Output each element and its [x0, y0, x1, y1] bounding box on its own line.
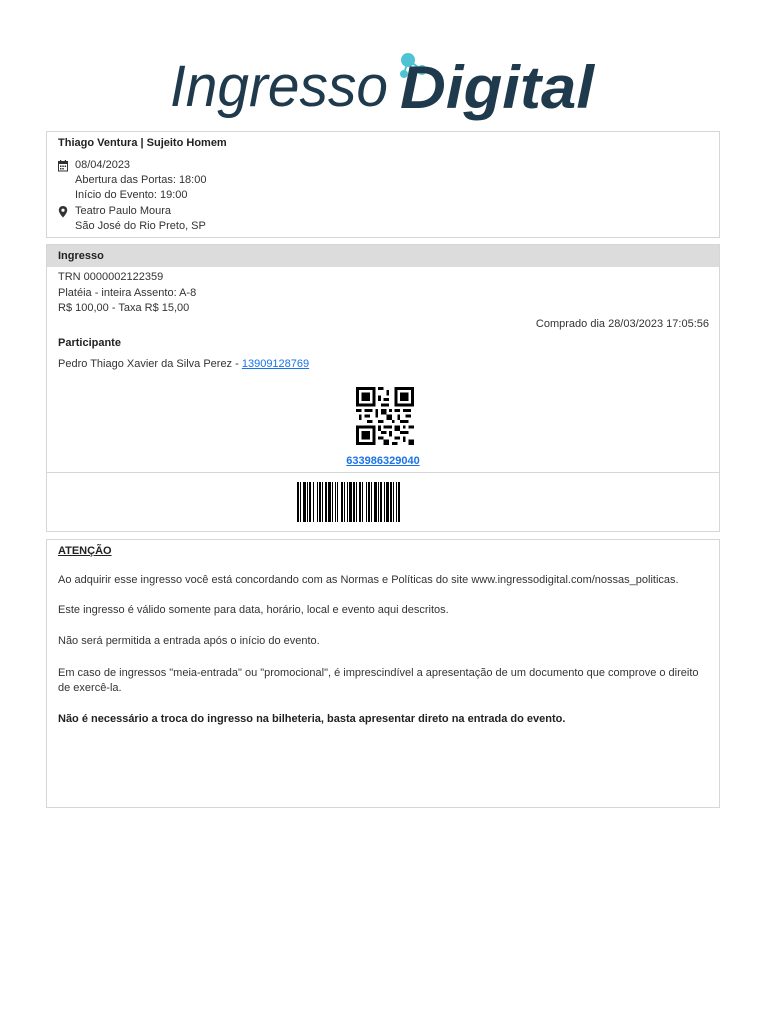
- barcode-bar: [307, 482, 308, 522]
- barcode-bar: [325, 482, 327, 522]
- participant-id-link[interactable]: 13909128769: [241, 358, 310, 370]
- attention-title: ATENÇÃO: [58, 545, 112, 557]
- attention-paragraph-validity: Este ingresso é válido somente para data, horário, local e evento aqui descritos.: [58, 604, 449, 616]
- purchase-date: Comprado dia 28/03/2023 17:05:56: [535, 318, 709, 330]
- barcode-bar: [337, 482, 338, 522]
- participant-name: Pedro Thiago Xavier da Silva Perez -: [58, 358, 242, 370]
- participant-heading: Participante: [58, 337, 121, 349]
- barcode-bar: [335, 482, 336, 522]
- barcode-bar: [309, 482, 311, 522]
- attention-paragraph-entry: Não será permitida a entrada após o início do evento.: [58, 635, 320, 647]
- barcode-bar: [303, 482, 306, 522]
- attention-paragraph-half-price: Em caso de ingressos "meia-entrada" ou "promocional", é imprescindível a apresentação de um documento que comprove o direito de exercê-la.: [58, 667, 699, 694]
- barcode-bar: [317, 482, 318, 522]
- logo-word-digital: Digital: [400, 54, 596, 121]
- calendar-icon: [58, 160, 68, 172]
- barcode-bar: [390, 482, 392, 522]
- barcode-bar: [313, 482, 314, 522]
- barcode-bar: [386, 482, 389, 522]
- ticket-header-label: Ingresso: [58, 250, 104, 262]
- event-start-time: Início do Evento: 19:00: [75, 189, 188, 201]
- ticket-seat: Platéia - inteira Assento: A-8: [58, 287, 197, 299]
- barcode-bar: [362, 482, 363, 522]
- barcode-bar: [349, 482, 352, 522]
- barcode-bar: [398, 482, 400, 522]
- barcode-bar: [384, 482, 385, 522]
- barcode-bar: [368, 482, 370, 522]
- logo-word-ingresso: Ingresso: [170, 54, 388, 119]
- map-pin-icon: [58, 206, 68, 218]
- event-info-box: [46, 131, 720, 238]
- qr-code-number-link[interactable]: 633986329040: [346, 455, 420, 467]
- ticket-trn: TRN 0000002122359: [58, 271, 164, 283]
- attention-paragraph-no-exchange: Não é necessário a troca do ingresso na bilheteria, basta apresentar direto na entrada do evento.: [58, 713, 566, 725]
- event-title: Thiago Ventura | Sujeito Homem: [58, 137, 227, 149]
- barcode-bar: [359, 482, 361, 522]
- barcode-bar: [366, 482, 367, 522]
- barcode: [297, 482, 469, 522]
- barcode-bar: [332, 482, 333, 522]
- barcode-bar: [353, 482, 355, 522]
- participant-line: [58, 358, 309, 370]
- ticket-price: R$ 100,00 - Taxa R$ 15,00: [58, 302, 190, 314]
- barcode-bar: [347, 482, 348, 522]
- event-doors-time: Abertura das Portas: 18:00: [75, 174, 207, 186]
- barcode-bar: [378, 482, 379, 522]
- barcode-bar: [322, 482, 323, 522]
- barcode-bar: [328, 482, 331, 522]
- barcode-bar: [356, 482, 357, 522]
- barcode-bar: [396, 482, 397, 522]
- event-date: 08/04/2023: [75, 159, 131, 171]
- barcode-bar: [319, 482, 321, 522]
- barcode-bar: [380, 482, 382, 522]
- barcode-bar: [393, 482, 394, 522]
- barcode-bar: [374, 482, 377, 522]
- barcode-bar: [341, 482, 343, 522]
- qr-code: [355, 387, 415, 445]
- ticket-box: [46, 244, 720, 532]
- event-city: São José do Rio Preto, SP: [75, 220, 206, 232]
- barcode-bar: [297, 482, 299, 522]
- ticket-header: [47, 245, 719, 267]
- barcode-bar: [371, 482, 372, 522]
- barcode-bar: [300, 482, 301, 522]
- event-venue: Teatro Paulo Moura: [75, 205, 171, 217]
- divider: [47, 472, 719, 473]
- barcode-bar: [344, 482, 345, 522]
- ingresso-digital-logo: [168, 50, 598, 126]
- attention-box: [46, 539, 720, 808]
- attention-paragraph-terms: Ao adquirir esse ingresso você está concordando com as Normas e Políticas do site www.ingressodigital.com/nossas_politicas.: [58, 574, 679, 586]
